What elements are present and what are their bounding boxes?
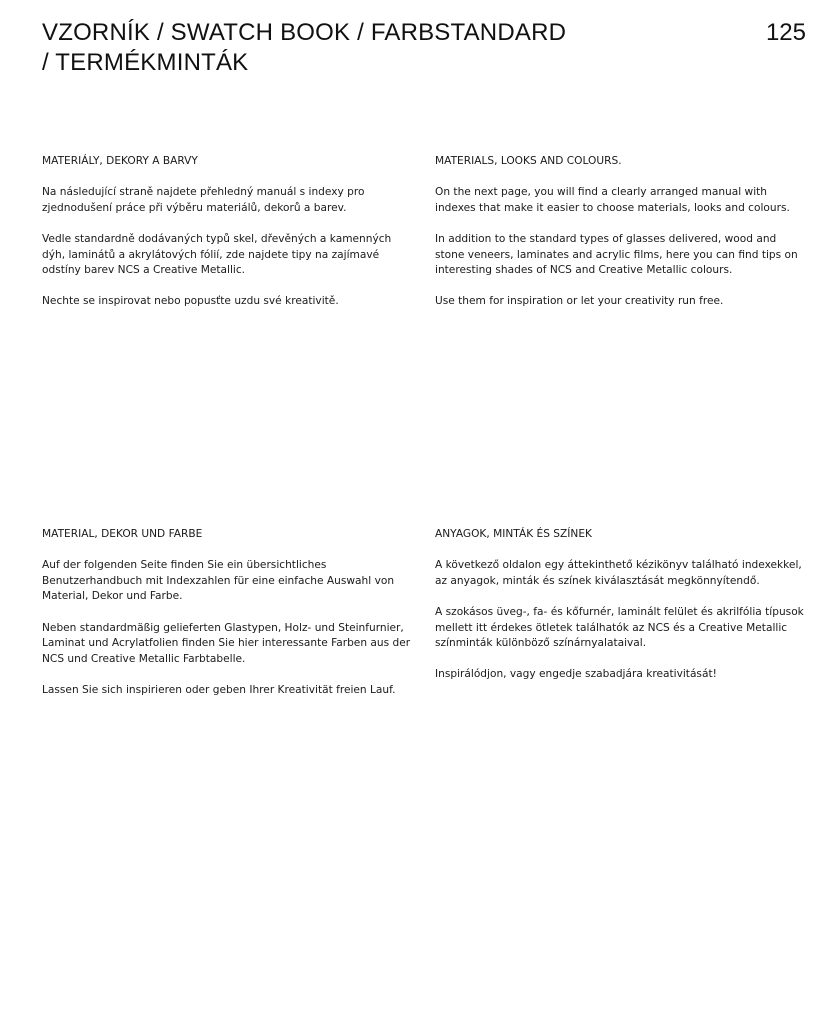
section-paragraph: Inspirálódjon, vagy engedje szabadjára kreativitását! — [435, 668, 717, 681]
section-heading: MATERIÁLY, DEKORY A BARVY — [42, 155, 198, 167]
section-german — [42, 527, 414, 714]
section-paragraph: Na následující straně najdete přehledný manuál s indexy pro zjednodušení práce při výběru materiálů, dekorů a barev. — [42, 186, 365, 214]
page-title — [42, 18, 682, 78]
section-paragraph: In addition to the standard types of glasses delivered, wood and stone veneers, laminates and acrylic films, here you can find tips on interesting shades of NCS and Creative Metallic colours. — [435, 232, 798, 277]
section-heading: ANYAGOK, MINTÁK ÉS SZÍNEK — [435, 528, 592, 540]
section-hungarian — [435, 527, 807, 699]
section-heading: MATERIALS, LOOKS AND COLOURS. — [435, 155, 622, 167]
section-paragraph: A szokásos üveg-, fa- és kőfurnér, laminált felület és akrilfólia típusok mellett itt érdekes ötletek találhatók az NCS és a Creative Metallic színminták különböző színárnyalataival. — [435, 605, 804, 650]
page-title-line-1: VZORNÍK / SWATCH BOOK / FARBSTANDARD — [42, 19, 567, 46]
section-paragraph: Lassen Sie sich inspirieren oder geben Ihrer Kreativität freien Lauf. — [42, 683, 396, 696]
section-paragraph: Vedle standardně dodávaných typů skel, dřevěných a kamenných dýh, laminátů a akrylátových fólií, zde najdete tipy na zajímavé odstíny barev NCS a Creative Metallic. — [42, 232, 392, 277]
section-paragraph: Nechte se inspirovat nebo popusťte uzdu své kreativitě. — [42, 295, 339, 308]
page-title-line-2: / TERMÉKMINTÁK — [42, 49, 249, 76]
section-paragraph: Auf der folgenden Seite finden Sie ein übersichtliches Benutzerhandbuch mit Indexzahlen für eine einfache Auswahl von Material, Dekor und Farbe. — [42, 559, 395, 603]
section-paragraph: Use them for inspiration or let your creativity run free. — [435, 295, 724, 308]
section-czech — [42, 154, 414, 326]
page-number: 125 — [765, 19, 806, 46]
section-english — [435, 154, 807, 326]
section-paragraph: Neben standardmäßig gelieferten Glastypen, Holz- und Steinfurnier, Laminat und Acrylatfolien finden Sie hier interessante Farben aus der NCS und Creative Metallic Farbtabelle. — [42, 621, 411, 665]
section-paragraph: A következő oldalon egy áttekinthető kézikönyv található indexekkel, az anyagok, minták és színek kiválasztását megkönnyítendő. — [435, 559, 802, 587]
section-heading: MATERIAL, DEKOR UND FARBE — [42, 528, 203, 540]
section-paragraph: On the next page, you will find a clearly arranged manual with indexes that make it easier to choose materials, looks and colours. — [435, 186, 790, 214]
